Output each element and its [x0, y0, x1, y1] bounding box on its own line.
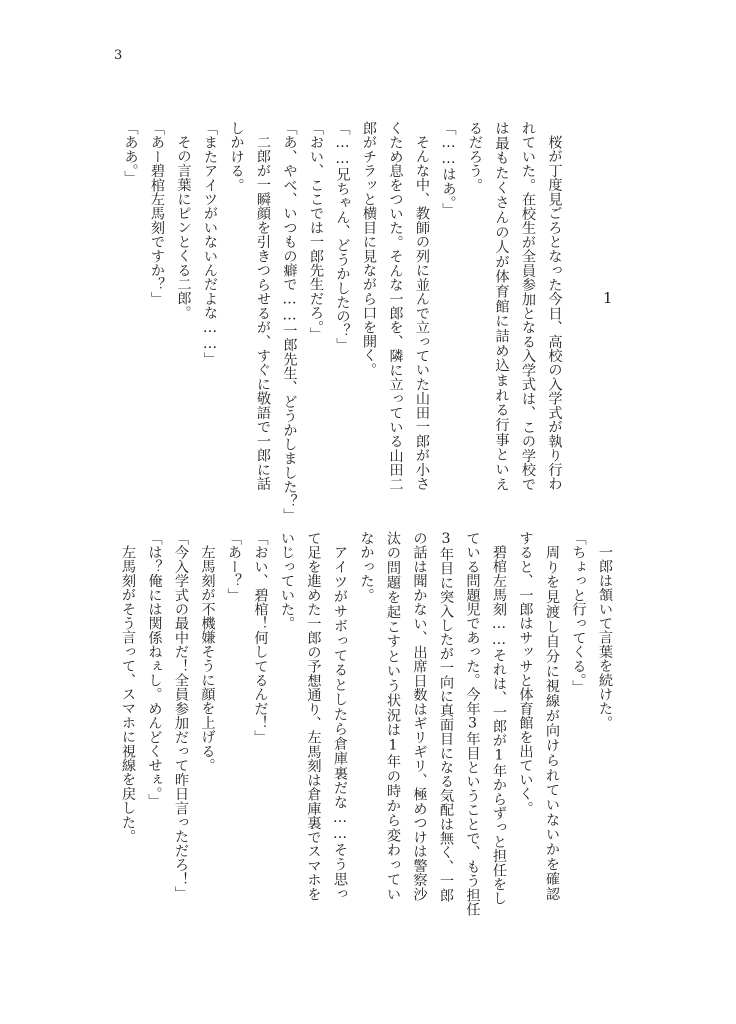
text-line: 一郎は頷いて言葉を続けた。 [597, 545, 613, 730]
chapter-number: 1 [603, 289, 613, 307]
dialogue [197, 121, 224, 491]
text-line: 碧棺左馬刻……それは、一郎が1年からずっと担任をし [491, 545, 507, 906]
text-line: 「おい、ここでは一郎先生だろ。」 [308, 121, 324, 342]
text-line: 「ちょっと行ってくる。」 [570, 531, 587, 695]
paragraph [274, 531, 354, 901]
dialogue [435, 121, 462, 491]
text-line: なかった。 [358, 531, 375, 602]
text-line: 3年目に突入したが一向に真面目になる気配は無く、一郎 [438, 531, 454, 902]
paragraph [512, 531, 565, 901]
text-line: そんな中、教師の列に並んで立っていた山田一郎が小さ [414, 135, 430, 491]
text-line: しかける。 [228, 121, 245, 192]
text-line: くため息をついた。そんな一郎を、隣に立っている山田二 [387, 121, 404, 491]
text-line: 「おい、碧棺！何してるんだ！」 [252, 531, 269, 744]
text-line: 「ああ。」 [122, 121, 139, 185]
dialogue [565, 531, 592, 901]
text-line: れていた。在校生が全員参加となる入学式は、この学校で [520, 121, 536, 491]
dialogue [303, 121, 330, 491]
dialogue [329, 121, 356, 491]
text-line: 「今入学式の最中だ！全員参加だって昨日言っただろ！」 [173, 531, 189, 901]
paragraph [115, 531, 142, 901]
text-line: ている問題児であった。今年3年目ということで、もう担任 [464, 531, 481, 917]
dialogue [221, 531, 248, 901]
text-line: 「……兄ちゃん、どうかしたの？」 [334, 121, 351, 352]
paragraph [170, 121, 197, 491]
text-line: 左馬刻がそう言って、スマホに視線を戻した。 [120, 545, 136, 844]
text-line: 二郎が一瞬顔を引きつらせるが、すぐに敬語で一郎に話 [255, 135, 271, 491]
upper-text-block [117, 121, 568, 523]
paragraph [356, 121, 436, 491]
dialogue [144, 121, 171, 491]
dialogue [276, 121, 303, 523]
text-line: るだろう。 [467, 121, 483, 192]
text-line: 郎がチラッと横目に見ながら口を開く。 [361, 121, 377, 377]
text-line: 「は？俺には関係ねぇし。めんどくせぇ。」 [146, 531, 163, 808]
paragraph [194, 531, 221, 901]
text-line: アイツがサボってるとしたら倉庫裏だな……そう思っ [332, 545, 348, 901]
paragraph [462, 121, 568, 491]
text-line: 桜が丁度見ごろとなった今日、高校の入学式が執り行わ [546, 135, 563, 491]
text-line: は最もたくさんの人が体育館に詰め込まれる行事といえ [493, 121, 510, 491]
text-line: 「またアイツがいないんだよな……」 [202, 121, 218, 366]
dialogue [117, 121, 144, 491]
text-line: 汰の問題を起こすという状況は1年の時から変わってい [385, 531, 401, 901]
lower-text-block [115, 531, 619, 917]
text-line: 「あー碧棺左馬刻ですか？」 [149, 121, 165, 306]
text-line: 「……はあ。」 [440, 121, 457, 217]
dialogue [141, 531, 168, 901]
dialogue [168, 531, 195, 901]
paragraph [223, 121, 276, 491]
page-number: 3 [114, 48, 123, 63]
text-line: その言葉にピンとくる二郎。 [175, 135, 192, 320]
text-line: 左馬刻が不機嫌そうに顔を上げる。 [199, 545, 216, 773]
dialogue [247, 531, 274, 901]
text-line: すると、一郎はサッサと体育館を出ていく。 [517, 531, 534, 815]
text-line: いじっていた。 [279, 531, 295, 631]
text-line: 「あ、やべ、いつもの癖で……一郎先生、どうかしました？」 [281, 121, 298, 523]
paragraph [592, 531, 619, 901]
text-line: の話は聞かない、出席日数はギリギリ、極めつけは警察沙 [411, 531, 428, 901]
paragraph [353, 531, 512, 917]
text-line: 「あー？」 [226, 531, 242, 602]
text-line: 周りを見渡し自分に視線が向けられていないかを確認 [544, 545, 560, 901]
text-line: て足を進めた一郎の予想通り、左馬刻は倉庫裏でスマホを [305, 531, 322, 901]
